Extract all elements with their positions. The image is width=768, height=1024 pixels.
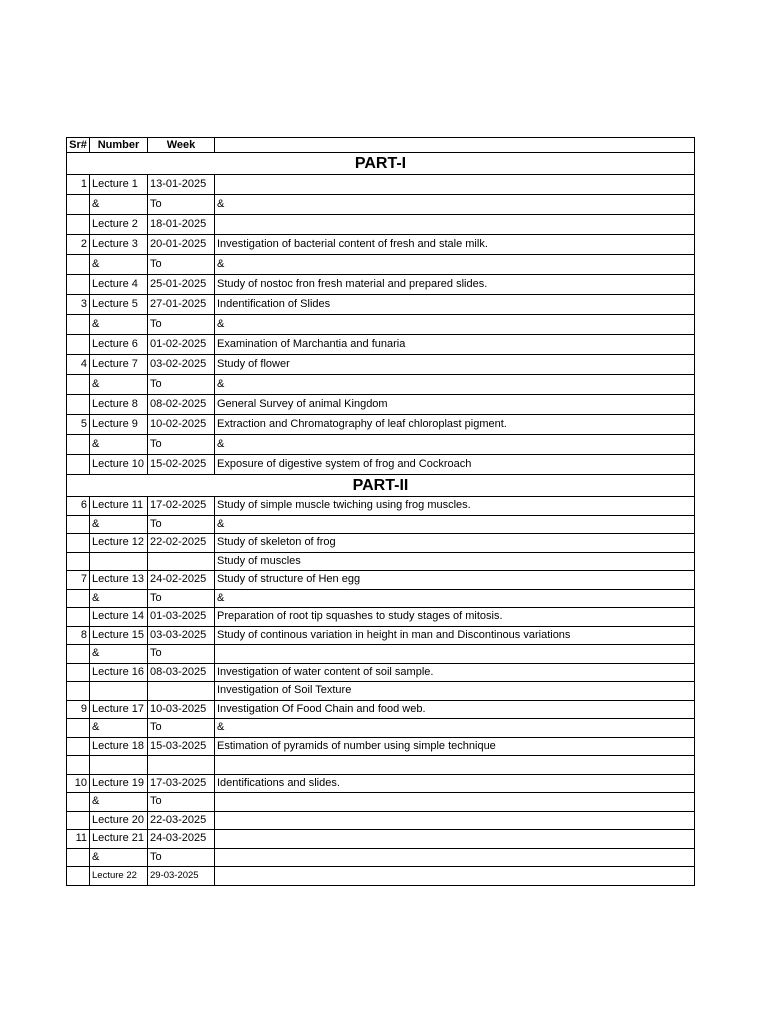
table-row (67, 435, 695, 455)
table-cell-desc (215, 848, 695, 867)
table-cell-number: Lecture 7 (90, 355, 148, 375)
table-row (67, 395, 695, 415)
part-heading-row (67, 475, 695, 497)
table-cell-number: Lecture 10 (90, 455, 148, 475)
table-row (67, 355, 695, 375)
table-cell-number: Lecture 19 (90, 774, 148, 793)
table-cell-number: Lecture 14 (90, 608, 148, 627)
table-row (67, 275, 695, 295)
table-cell-sr (67, 719, 90, 738)
table-row (67, 589, 695, 608)
table-cell-desc: Study of structure of Hen egg (215, 571, 695, 590)
table-cell-number: & (90, 719, 148, 738)
table-cell-week: To (148, 848, 215, 867)
table-cell-number (90, 756, 148, 775)
table-cell-desc: Exposure of digestive system of frog and Cockroach (215, 455, 695, 475)
table-cell-sr: 2 (67, 235, 90, 255)
table-row (67, 315, 695, 335)
table-row (67, 335, 695, 355)
table-row (67, 415, 695, 435)
table-cell-desc: Estimation of pyramids of number using simple technique (215, 737, 695, 756)
table-row (67, 663, 695, 682)
table-cell-week (148, 756, 215, 775)
table-cell-week: To (148, 255, 215, 275)
table-cell-sr (67, 589, 90, 608)
table-row (67, 497, 695, 516)
table-cell-sr (67, 395, 90, 415)
table-row (67, 793, 695, 812)
table-cell-week: 03-03-2025 (148, 626, 215, 645)
table-cell-sr: 7 (67, 571, 90, 590)
table-cell-number: Lecture 18 (90, 737, 148, 756)
table-cell-number: & (90, 515, 148, 534)
table-cell-number: & (90, 195, 148, 215)
table-cell-number: & (90, 793, 148, 812)
table-cell-number: Lecture 12 (90, 534, 148, 553)
header-desc (215, 138, 695, 153)
table-cell-sr: 10 (67, 774, 90, 793)
table-row (67, 608, 695, 627)
table-row (67, 848, 695, 867)
table-cell-sr (67, 737, 90, 756)
table-cell-desc: & (215, 315, 695, 335)
table-cell-sr: 3 (67, 295, 90, 315)
table-cell-week: 15-03-2025 (148, 737, 215, 756)
table-cell-desc: Study of muscles (215, 552, 695, 571)
header-number: Number (90, 138, 148, 153)
table-cell-number: Lecture 13 (90, 571, 148, 590)
table-cell-number: Lecture 21 (90, 830, 148, 849)
table-cell-sr (67, 756, 90, 775)
table-row (67, 811, 695, 830)
table-cell-sr: 5 (67, 415, 90, 435)
table-cell-week: 18-01-2025 (148, 215, 215, 235)
table-cell-week: To (148, 793, 215, 812)
table-cell-sr (67, 215, 90, 235)
table-cell-desc: & (215, 195, 695, 215)
table-cell-number (90, 682, 148, 701)
header-sr: Sr# (67, 138, 90, 153)
table-row (67, 235, 695, 255)
table-row (67, 700, 695, 719)
table-cell-week: To (148, 645, 215, 664)
table-cell-number: Lecture 17 (90, 700, 148, 719)
table-cell-sr (67, 608, 90, 627)
table-cell-sr (67, 335, 90, 355)
table-cell-sr (67, 515, 90, 534)
table-row (67, 215, 695, 235)
table-cell-week: To (148, 375, 215, 395)
table-cell-number: Lecture 5 (90, 295, 148, 315)
table-cell-sr: 4 (67, 355, 90, 375)
table-cell-week: To (148, 435, 215, 455)
table-cell-desc (215, 756, 695, 775)
table-cell-week: 24-03-2025 (148, 830, 215, 849)
table-cell-sr (67, 645, 90, 664)
table-cell-desc: Identifications and slides. (215, 774, 695, 793)
table-cell-sr (67, 682, 90, 701)
table-cell-number: & (90, 848, 148, 867)
table-cell-desc (215, 215, 695, 235)
table-cell-desc (215, 830, 695, 849)
table-cell-number: & (90, 255, 148, 275)
table-cell-desc: Preparation of root tip squashes to study stages of mitosis. (215, 608, 695, 627)
table-cell-sr: 6 (67, 497, 90, 516)
table-cell-sr: 9 (67, 700, 90, 719)
table-cell-number: & (90, 589, 148, 608)
table-row (67, 455, 695, 475)
part2-title: PART-II (67, 475, 695, 497)
table-cell-desc: Investigation of Soil Texture (215, 682, 695, 701)
table-cell-desc (215, 175, 695, 195)
table-cell-desc: General Survey of animal Kingdom (215, 395, 695, 415)
table-cell-number: Lecture 4 (90, 275, 148, 295)
table-cell-desc: Indentification of Slides (215, 295, 695, 315)
table-cell-week: 22-02-2025 (148, 534, 215, 553)
table-cell-desc: & (215, 255, 695, 275)
table-row (67, 682, 695, 701)
table-row (67, 774, 695, 793)
table-cell-sr (67, 255, 90, 275)
table-cell-desc: Investigation Of Food Chain and food web. (215, 700, 695, 719)
table-cell-sr (67, 534, 90, 553)
header-row (67, 138, 695, 153)
table-cell-number: Lecture 8 (90, 395, 148, 415)
table-cell-week: To (148, 589, 215, 608)
table-cell-number: Lecture 6 (90, 335, 148, 355)
table-row (67, 534, 695, 553)
table-cell-number: Lecture 2 (90, 215, 148, 235)
table-row (67, 175, 695, 195)
table-cell-week: 20-01-2025 (148, 235, 215, 255)
table-cell-desc: & (215, 375, 695, 395)
table-cell-week: 15-02-2025 (148, 455, 215, 475)
table-cell-desc (215, 811, 695, 830)
table-cell-week: 01-03-2025 (148, 608, 215, 627)
table-cell-desc: Study of simple muscle twiching using frog muscles. (215, 497, 695, 516)
table-cell-sr: 1 (67, 175, 90, 195)
table-cell-number: & (90, 375, 148, 395)
table-cell-desc: Investigation of water content of soil sample. (215, 663, 695, 682)
table-cell-week: To (148, 315, 215, 335)
table-cell-sr (67, 455, 90, 475)
table-cell-number: Lecture 20 (90, 811, 148, 830)
table-cell-desc (215, 645, 695, 664)
table-cell-number (90, 552, 148, 571)
table-row (67, 552, 695, 571)
table-cell-number: & (90, 315, 148, 335)
table-row (67, 756, 695, 775)
part-heading-row (67, 153, 695, 175)
table-cell-desc (215, 793, 695, 812)
table-cell-desc: Study of continous variation in height in man and Discontinous variations (215, 626, 695, 645)
table-cell-number: Lecture 22 (90, 867, 148, 886)
table-cell-desc: Investigation of bacterial content of fresh and stale milk. (215, 235, 695, 255)
table-row (67, 571, 695, 590)
table-cell-number: Lecture 16 (90, 663, 148, 682)
table-cell-week: 08-02-2025 (148, 395, 215, 415)
table-cell-desc: Study of nostoc fron fresh material and prepared slides. (215, 275, 695, 295)
table-cell-desc: Examination of Marchantia and funaria (215, 335, 695, 355)
table-cell-sr (67, 848, 90, 867)
table-cell-number: Lecture 3 (90, 235, 148, 255)
table-cell-desc: & (215, 435, 695, 455)
table-cell-number: Lecture 9 (90, 415, 148, 435)
table-row (67, 645, 695, 664)
table-cell-week: 10-03-2025 (148, 700, 215, 719)
table-cell-week: 22-03-2025 (148, 811, 215, 830)
schedule-body (67, 138, 695, 886)
table-cell-sr (67, 375, 90, 395)
table-row (67, 626, 695, 645)
table-cell-desc: Study of flower (215, 355, 695, 375)
table-cell-week: 03-02-2025 (148, 355, 215, 375)
table-cell-desc: & (215, 719, 695, 738)
table-cell-number: & (90, 645, 148, 664)
table-row (67, 255, 695, 275)
table-cell-week (148, 682, 215, 701)
table-cell-sr (67, 552, 90, 571)
table-cell-week: To (148, 195, 215, 215)
table-cell-desc (215, 867, 695, 886)
table-cell-sr (67, 275, 90, 295)
table-cell-number: Lecture 1 (90, 175, 148, 195)
table-cell-number: & (90, 435, 148, 455)
table-cell-desc: & (215, 515, 695, 534)
table-cell-desc: Study of skeleton of frog (215, 534, 695, 553)
table-cell-sr (67, 195, 90, 215)
table-cell-number: Lecture 11 (90, 497, 148, 516)
table-cell-week: 17-03-2025 (148, 774, 215, 793)
table-cell-week: 01-02-2025 (148, 335, 215, 355)
table-cell-desc: & (215, 589, 695, 608)
table-cell-sr (67, 663, 90, 682)
table-cell-sr (67, 811, 90, 830)
header-week: Week (148, 138, 215, 153)
table-row (67, 867, 695, 886)
table-cell-sr (67, 315, 90, 335)
table-cell-sr (67, 793, 90, 812)
table-cell-week: 13-01-2025 (148, 175, 215, 195)
table-cell-desc: Extraction and Chromatography of leaf chloroplast pigment. (215, 415, 695, 435)
table-cell-week: To (148, 515, 215, 534)
table-row (67, 719, 695, 738)
table-cell-week: 25-01-2025 (148, 275, 215, 295)
table-cell-week: 17-02-2025 (148, 497, 215, 516)
table-row (67, 375, 695, 395)
table-cell-sr (67, 867, 90, 886)
table-cell-sr: 11 (67, 830, 90, 849)
table-cell-week: To (148, 719, 215, 738)
table-cell-number: Lecture 15 (90, 626, 148, 645)
table-row (67, 515, 695, 534)
table-cell-week: 10-02-2025 (148, 415, 215, 435)
table-row (67, 830, 695, 849)
table-cell-week: 29-03-2025 (148, 867, 215, 886)
table-cell-week: 08-03-2025 (148, 663, 215, 682)
table-row (67, 195, 695, 215)
table-row (67, 737, 695, 756)
table-cell-sr (67, 435, 90, 455)
table-cell-week: 27-01-2025 (148, 295, 215, 315)
table-cell-week (148, 552, 215, 571)
part1-title: PART-I (67, 153, 695, 175)
table-cell-week: 24-02-2025 (148, 571, 215, 590)
table-cell-sr: 8 (67, 626, 90, 645)
schedule-table (66, 137, 695, 886)
table-row (67, 295, 695, 315)
